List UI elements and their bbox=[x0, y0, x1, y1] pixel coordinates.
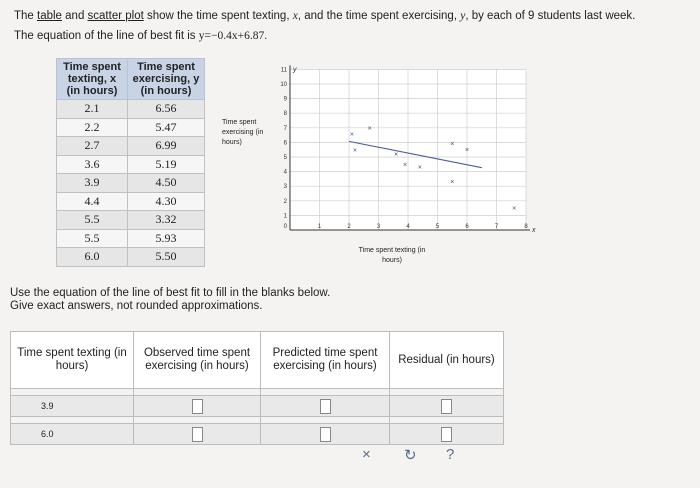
y-tick-label: 8 bbox=[283, 111, 287, 118]
clear-button[interactable]: × bbox=[362, 446, 371, 463]
origin-label: 0 bbox=[283, 224, 287, 230]
exercising-cell: 3.32 bbox=[128, 211, 205, 230]
text: and bbox=[61, 10, 88, 22]
y-tick-label: 11 bbox=[280, 67, 287, 74]
x-tick-label: 3 bbox=[376, 224, 381, 230]
residual-cell bbox=[390, 424, 504, 445]
residual-input[interactable] bbox=[441, 399, 452, 414]
texting-cell: 2.2 bbox=[57, 118, 128, 137]
variable-y: y bbox=[460, 10, 466, 22]
y-tick-label: 10 bbox=[280, 82, 287, 88]
table-link[interactable]: table bbox=[37, 10, 62, 22]
texting-cell: 5.5 bbox=[57, 229, 128, 248]
best-fit-equation: y=−0.4x+6.87. bbox=[198, 30, 268, 42]
data-point: × bbox=[403, 161, 408, 169]
y-tick-label: 3 bbox=[283, 184, 287, 191]
table-row bbox=[57, 137, 205, 156]
texting-cell: 3.6 bbox=[57, 155, 128, 174]
texting-cell: 3.9 bbox=[57, 174, 128, 193]
scatter-plot-link[interactable]: scatter plot bbox=[87, 10, 144, 22]
predicted-cell bbox=[261, 396, 390, 417]
instruction-line-1: Use the equation of the line of best fit to fill in the blanks below. bbox=[10, 287, 331, 299]
answer-table bbox=[10, 331, 504, 445]
answer-row bbox=[11, 424, 504, 445]
x-tick-label: 5 bbox=[435, 224, 440, 230]
table-row bbox=[57, 248, 205, 267]
text: , and the time spent exercising, bbox=[297, 10, 461, 22]
exercising-cell: 4.50 bbox=[128, 174, 205, 193]
variable-x: x bbox=[292, 10, 298, 22]
problem-line-2 bbox=[14, 28, 690, 45]
x-tick-label: 2 bbox=[347, 224, 351, 230]
table-row bbox=[57, 118, 205, 137]
table-row bbox=[57, 229, 205, 248]
exercising-cell: 5.93 bbox=[128, 229, 205, 248]
data-point: × bbox=[450, 140, 455, 148]
text: , by each of 9 students last week. bbox=[465, 10, 636, 22]
texting-cell: 2.7 bbox=[57, 137, 128, 156]
texting-cell: 6.0 bbox=[57, 248, 128, 267]
row-texting-value: 3.9 bbox=[11, 396, 134, 417]
data-point: × bbox=[367, 125, 372, 133]
exercising-cell: 6.99 bbox=[128, 137, 205, 156]
predicted-input[interactable] bbox=[320, 399, 331, 414]
spacer-row bbox=[11, 389, 504, 396]
data-table bbox=[56, 58, 205, 267]
row-texting-value: 6.0 bbox=[11, 424, 134, 445]
data-point: × bbox=[349, 131, 354, 139]
x-axis-label: Time spent texting (in hours) bbox=[358, 247, 426, 264]
observed-cell bbox=[134, 396, 261, 417]
data-point: × bbox=[464, 147, 470, 155]
data-point: × bbox=[394, 151, 399, 159]
text: The equation of the line of best fit is bbox=[14, 30, 199, 42]
x-tick-label: 1 bbox=[317, 224, 322, 230]
y-tick-label: 9 bbox=[283, 96, 287, 103]
exercising-cell: 6.56 bbox=[128, 100, 205, 119]
residual-cell bbox=[390, 396, 504, 417]
x-tick-label: 6 bbox=[465, 224, 469, 230]
y-tick-label: 1 bbox=[283, 213, 287, 220]
instruction-line-2: Give exact answers, not rounded approximations. bbox=[10, 300, 263, 312]
column-header-exercising: Time spent exercising, y (in hours) bbox=[128, 59, 205, 100]
texting-cell: 4.4 bbox=[57, 192, 128, 211]
observed-input[interactable] bbox=[192, 427, 203, 442]
table-row bbox=[57, 100, 205, 119]
problem-statement bbox=[14, 8, 690, 45]
residual-input[interactable] bbox=[441, 427, 452, 442]
problem-line-1 bbox=[14, 8, 690, 25]
answer-header-texting: Time spent texting (in hours) bbox=[11, 332, 134, 389]
y-axis-letter: y bbox=[293, 66, 297, 74]
x-tick-label: 7 bbox=[494, 224, 499, 230]
table-row bbox=[57, 174, 205, 193]
data-point: × bbox=[417, 164, 422, 172]
table-row bbox=[57, 192, 205, 211]
x-tick-label: 8 bbox=[524, 224, 528, 230]
predicted-input[interactable] bbox=[320, 427, 331, 442]
data-point: × bbox=[352, 147, 357, 155]
table-row bbox=[57, 155, 205, 174]
y-tick-label: 5 bbox=[283, 155, 287, 161]
text: show the time spent texting, bbox=[143, 10, 293, 22]
instructions bbox=[10, 287, 330, 313]
texting-cell: 5.5 bbox=[57, 211, 128, 230]
y-axis-label: Time spent exercising (in hours) bbox=[222, 119, 264, 146]
data-table-body bbox=[57, 100, 205, 267]
x-tick-label: 4 bbox=[406, 224, 410, 230]
observed-cell bbox=[134, 424, 261, 445]
redo-icon[interactable]: ↻ bbox=[404, 447, 417, 464]
table-row bbox=[57, 211, 205, 230]
data-point: × bbox=[450, 179, 455, 187]
y-tick-label: 7 bbox=[283, 125, 287, 132]
predicted-cell bbox=[261, 424, 390, 445]
answer-row bbox=[11, 396, 504, 417]
exercising-cell: 5.50 bbox=[128, 248, 205, 267]
exercising-cell: 4.30 bbox=[128, 192, 205, 211]
action-bar bbox=[346, 446, 476, 468]
y-tick-label: 2 bbox=[283, 198, 287, 205]
answer-header-observed: Observed time spent exercising (in hours) bbox=[134, 332, 261, 389]
y-tick-label: 4 bbox=[283, 169, 287, 176]
scatter-plot bbox=[248, 54, 536, 234]
observed-input[interactable] bbox=[192, 399, 203, 414]
exercising-cell: 5.19 bbox=[128, 155, 205, 174]
data-point: × bbox=[512, 205, 517, 213]
spacer-row bbox=[11, 417, 504, 424]
column-header-texting: Time spent texting, x (in hours) bbox=[57, 59, 128, 100]
exercising-cell: 5.47 bbox=[128, 118, 205, 137]
y-tick-label: 6 bbox=[283, 140, 287, 147]
texting-cell: 2.1 bbox=[57, 100, 128, 119]
answer-header-residual: Residual (in hours) bbox=[390, 332, 504, 389]
answer-header-predicted: Predicted time spent exercising (in hours) bbox=[261, 332, 390, 389]
text: The bbox=[14, 10, 38, 22]
help-button[interactable]: ? bbox=[446, 446, 455, 463]
x-axis-letter: x bbox=[532, 227, 536, 234]
